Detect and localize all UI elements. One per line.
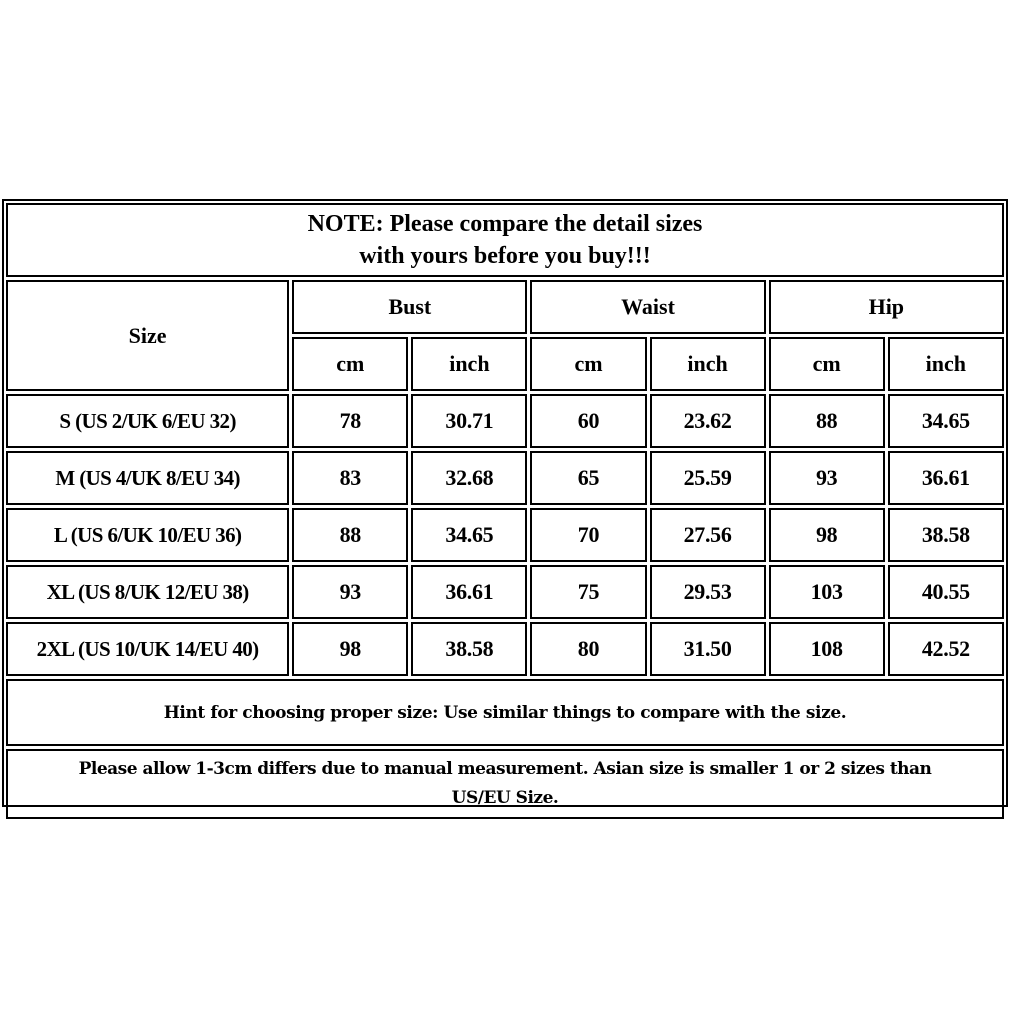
bust-cm: 88 bbox=[292, 508, 408, 562]
table-row bbox=[6, 508, 1004, 562]
size-label: S (US 2/UK 6/EU 32) bbox=[6, 394, 289, 448]
hip-inch: 34.65 bbox=[888, 394, 1004, 448]
note-banner bbox=[6, 203, 1004, 277]
bust-cm: 98 bbox=[292, 622, 408, 676]
note-line-2: with yours before you buy!!! bbox=[359, 243, 651, 269]
waist-cm: 65 bbox=[530, 451, 646, 505]
waist-inch: 27.56 bbox=[650, 508, 766, 562]
bust-cm: 78 bbox=[292, 394, 408, 448]
bust-inch: 38.58 bbox=[411, 622, 527, 676]
waist-cm: 75 bbox=[530, 565, 646, 619]
waist-inch: 23.62 bbox=[650, 394, 766, 448]
hip-cm: 103 bbox=[769, 565, 885, 619]
bust-inch: 36.61 bbox=[411, 565, 527, 619]
bust-cm: 93 bbox=[292, 565, 408, 619]
unit-header: cm bbox=[292, 337, 408, 391]
size-label: 2XL (US 10/UK 14/EU 40) bbox=[6, 622, 289, 676]
waist-cm: 80 bbox=[530, 622, 646, 676]
hip-cm: 98 bbox=[769, 508, 885, 562]
waist-cm: 70 bbox=[530, 508, 646, 562]
unit-header: inch bbox=[650, 337, 766, 391]
size-header: Size bbox=[6, 280, 289, 391]
waist-inch: 29.53 bbox=[650, 565, 766, 619]
waist-header: Waist bbox=[530, 280, 765, 334]
size-table bbox=[3, 200, 1007, 822]
hip-inch: 36.61 bbox=[888, 451, 1004, 505]
waist-inch: 25.59 bbox=[650, 451, 766, 505]
table-row bbox=[6, 565, 1004, 619]
note-line-1: NOTE: Please compare the detail sizes bbox=[307, 211, 703, 237]
size-label: L (US 6/UK 10/EU 36) bbox=[6, 508, 289, 562]
hip-header: Hip bbox=[769, 280, 1004, 334]
hip-cm: 93 bbox=[769, 451, 885, 505]
waist-cm: 60 bbox=[530, 394, 646, 448]
bust-inch: 30.71 bbox=[411, 394, 527, 448]
hip-cm: 88 bbox=[769, 394, 885, 448]
hip-inch: 38.58 bbox=[888, 508, 1004, 562]
hip-inch: 40.55 bbox=[888, 565, 1004, 619]
hip-cm: 108 bbox=[769, 622, 885, 676]
table-row bbox=[6, 394, 1004, 448]
unit-header: cm bbox=[530, 337, 646, 391]
unit-header: inch bbox=[411, 337, 527, 391]
table-row bbox=[6, 451, 1004, 505]
size-chart bbox=[2, 199, 1008, 807]
hip-inch: 42.52 bbox=[888, 622, 1004, 676]
bust-inch: 34.65 bbox=[411, 508, 527, 562]
unit-header: inch bbox=[888, 337, 1004, 391]
unit-header: cm bbox=[769, 337, 885, 391]
bust-inch: 32.68 bbox=[411, 451, 527, 505]
size-label: M (US 4/UK 8/EU 34) bbox=[6, 451, 289, 505]
measurement-disclaimer bbox=[6, 749, 1004, 819]
bust-cm: 83 bbox=[292, 451, 408, 505]
waist-inch: 31.50 bbox=[650, 622, 766, 676]
hint-text: Hint for choosing proper size: Use similar things to compare with the size. bbox=[6, 679, 1004, 746]
disclaimer-line-2: US/EU Size. bbox=[451, 788, 559, 808]
table-row bbox=[6, 622, 1004, 676]
disclaimer-line-1: Please allow 1-3cm differs due to manual measurement. Asian size is smaller 1 or 2 sizes than bbox=[78, 759, 932, 779]
size-label: XL (US 8/UK 12/EU 38) bbox=[6, 565, 289, 619]
bust-header: Bust bbox=[292, 280, 527, 334]
